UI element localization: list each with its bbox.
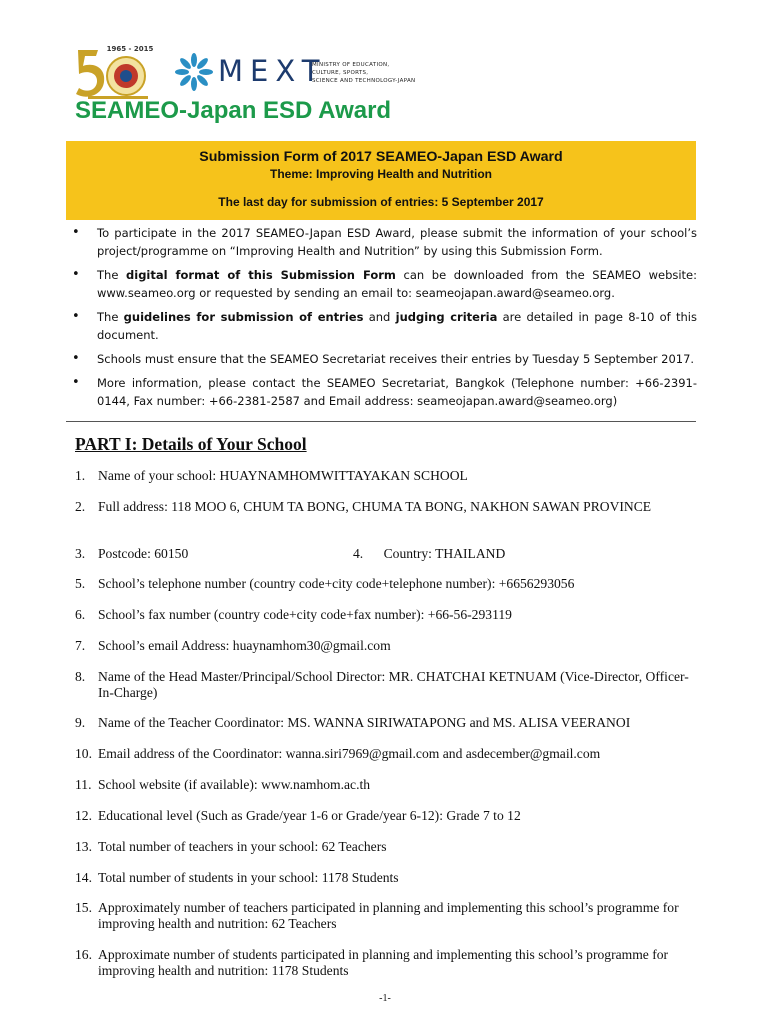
banner-deadline: The last day for submission of entries: 5 September 2017	[218, 195, 544, 209]
instruction-item: • To participate in the 2017 SEAMEO-Japan ESD Award, please submit the information of your school’s project/programme on “Improving Health and Nutrition” by using this Submission Form.	[72, 224, 697, 260]
instruction-item: • More information, please contact the SEAMEO Secretariat, Bangkok (Telephone number: +66-2391-0144, Fax number: +66-2381-2587 and Email address: seameojapan.award@seameo.org)	[72, 374, 697, 410]
banner-theme: Theme: Improving Health and Nutrition	[269, 167, 492, 181]
instruction-item: • The digital format of this Submission Form can be downloaded from the SEAMEO website: www.seameo.org or requested by sending an email to: seameojapan.award@seameo.org.	[72, 266, 697, 302]
mext-wordmark: MEXT	[218, 54, 327, 88]
ministry-text	[312, 61, 415, 85]
banner-title: Submission Form of 2017 SEAMEO-Japan ESD Award	[199, 149, 563, 165]
ministry-line: MINISTRY OF EDUCATION,	[312, 62, 390, 68]
award-title: SEAMEO-Japan ESD Award	[75, 97, 392, 124]
instructions-list	[72, 224, 697, 416]
page-number: -1-	[379, 993, 391, 1004]
ministry-line: SCIENCE AND TECHNOLOGY-JAPAN	[312, 78, 416, 84]
anniversary-years: 1965 - 2015	[106, 45, 154, 53]
mext-logo-mark	[174, 52, 214, 92]
section-divider	[66, 421, 696, 422]
ministry-line: CULTURE, SPORTS,	[312, 70, 369, 76]
part1-heading: PART I: Details of Your School	[75, 434, 307, 454]
instruction-item: • Schools must ensure that the SEAMEO Secretariat receives their entries by Tuesday 5 September 2017.	[72, 350, 697, 368]
instruction-item: • The guidelines for submission of entries and judging criteria are detailed in page 8-10 of this document.	[72, 308, 697, 344]
submission-banner	[66, 141, 696, 220]
header-logos	[74, 44, 434, 104]
seameo-50th-anniversary-logo	[74, 44, 162, 102]
